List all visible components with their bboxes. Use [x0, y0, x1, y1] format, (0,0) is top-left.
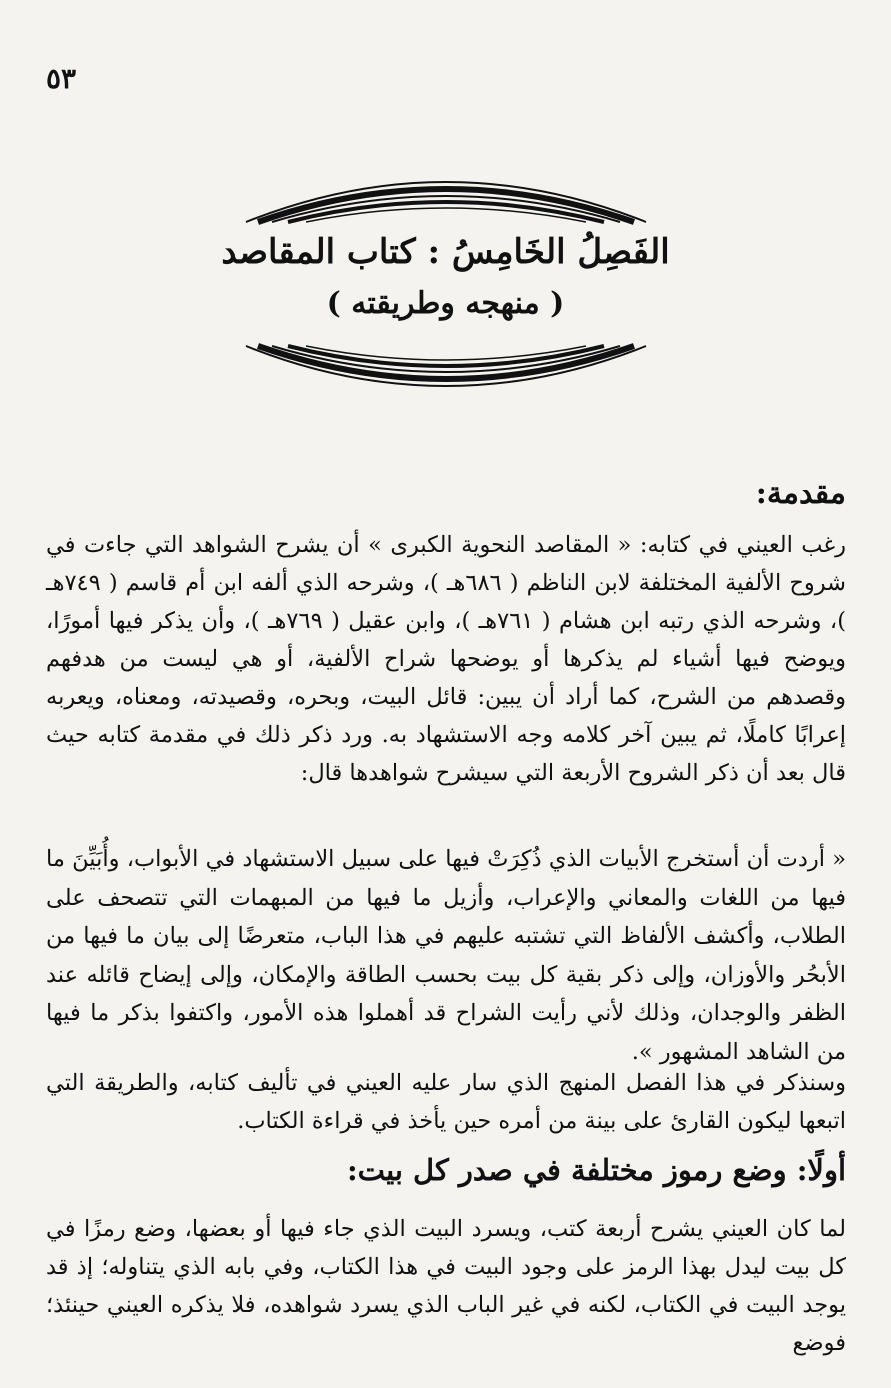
chapter-subtitle: ( منهجه وطريقته ): [326, 286, 565, 321]
top-arc-ornament: [236, 160, 656, 230]
page-number: ٥٣: [46, 62, 77, 95]
quoted-passage: « أردت أن أستخرج الأبيات الذي ذُكِرَتْ فيها على سبيل الاستشهاد في الأبواب، وأُبَيِّنَ ما فيها من اللغات والمعاني والإعراب، وأزيل ما فيها من المبهمات التي تتصحف على الطلاب، وأكشف الألفاظ التي تشتبه عليهم في هذا الباب، متعرضًا إلى بيان ما فيها من الأبحُر والأوزان، وإلى ذكر بقية كل بيت بحسب الطاقة والإمكان، وإلى إيضاح قائله عند الظفر والوجدان، وذلك لأني رأيت الشراح قد أهملوا هذه الأمور، واكتفوا بذكر ما فيها من الشاهد المشهور ».: [46, 846, 846, 1065]
intro-paragraph: رغب العيني في كتابه: « المقاصد النحوية الكبرى » أن يشرح الشواهد التي جاءت في شروح الألفية المختلفة لابن الناظم ( ٦٨٦هـ )، وشرحه الذي ألفه ابن أم قاسم ( ٧٤٩هـ )، وشرحه الذي رتبه ابن هشام ( ٧٦١هـ )، وابن عقيل ( ٧٦٩هـ )، وأن يذكر فيها أمورًا، ويوضح فيها أشياء لم يذكرها أو يوضحها شراح الألفية، أو هي ليست من هدفهم وقصدهم من الشرح، كما أراد أن يبين: قائل البيت، وبحره، وقصيدته، ومعناه، ويعربه إعرابًا كاملًا، ثم يبين آخر كلامه وجه الاستشهاد به. ورد ذكر ذلك في مقدمة كتابه حيث قال بعد أن ذكر الشروح الأربعة التي سيشرح شواهدها قال:: [46, 532, 847, 786]
bottom-arc-ornament: [236, 338, 656, 408]
intro-heading: مقدمة:: [755, 476, 846, 511]
closing-paragraph: وسنذكر في هذا الفصل المنهج الذي سار عليه العيني في تأليف كتابه، والطريقة التي اتبعها ليكون القارئ على بينة من أمره حين يأخذ في قراءة الكتاب.: [46, 1070, 846, 1134]
section-paragraph: لما كان العيني يشرح أربعة كتب، ويسرد البيت الذي جاء فيها أو بعضها، وضع رمزًا في كل بيت ليدل بهذا الرمز على وجود البيت في هذا الكتاب، وفي بابه الذي يتناوله؛ إذ قد يوجد البيت في الكتاب، لكنه في غير الباب الذي يسرد شواهده، فلا يذكره العيني حينئذ؛ فوضع: [46, 1216, 846, 1356]
section-heading: أولًا: وضع رموز مختلفة في صدر كل بيت:: [346, 1153, 846, 1187]
chapter-title: الفَصِلُ الخَامِسُ : كتاب المقاصد: [221, 232, 670, 272]
